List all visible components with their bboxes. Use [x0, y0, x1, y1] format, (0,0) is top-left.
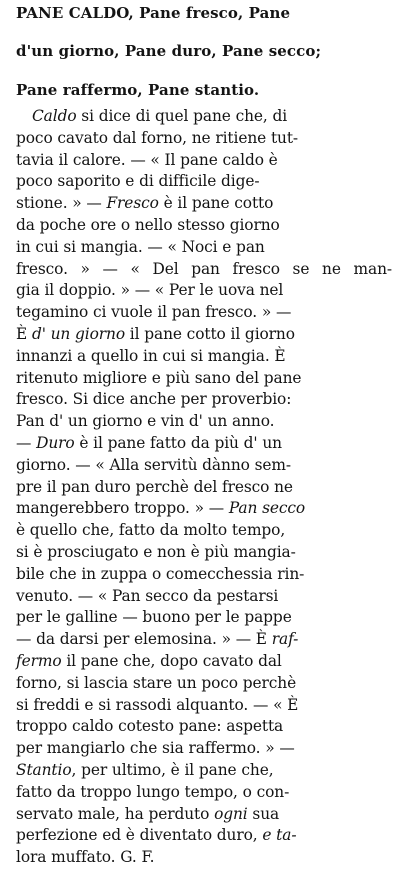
- entry-body: [16, 106, 392, 869]
- body-line: — da darsi per elemosina. » — È raf-: [16, 630, 299, 649]
- body-line: — Duro è il pane fatto da più d' un: [16, 433, 282, 452]
- entry-heading: [16, 4, 392, 100]
- heading-line-1: PANE CALDO, Pane fresco, Pane: [16, 4, 291, 22]
- body-line: per le galline — buono per le pappe: [16, 608, 292, 627]
- body-line: tegamino ci vuole il pan fresco. » —: [16, 303, 292, 322]
- body-line: tavia il calore. — « Il pane caldo è: [16, 150, 278, 169]
- body-line: innanzi a quello in cui si mangia. È: [16, 346, 286, 365]
- body-line: giorno. — « Alla servitù dànno sem-: [16, 455, 291, 474]
- body-line: ritenuto migliore e più sano del pane: [16, 368, 302, 387]
- body-line: fresco. Si dice anche per proverbio:: [16, 390, 292, 409]
- body-line: pre il pan duro perchè del fresco ne: [16, 477, 293, 496]
- heading-line-3: Pane raffermo, Pane stantio.: [16, 80, 260, 99]
- body-line: lora muffato. G. F.: [16, 848, 155, 867]
- body-line: troppo caldo cotesto pane: aspetta: [16, 717, 284, 736]
- body-line: per mangiarlo che sia raffermo. » —: [16, 739, 295, 758]
- body-line: perfezione ed è diventato duro, e ta-: [16, 826, 297, 845]
- heading-line-2: d'un giorno, Pane duro, Pane secco;: [16, 42, 322, 61]
- body-line: Stantio, per ultimo, è il pane che,: [16, 760, 274, 779]
- body-line: si è prosciugato e non è più mangia-: [16, 542, 296, 561]
- body-line: fermo il pane che, dopo cavato dal: [16, 651, 282, 670]
- body-line: gia il doppio. » — « Per le uova nel: [16, 281, 284, 300]
- body-line: fresco. » — « Del pan fresco se ne man-: [16, 259, 393, 278]
- body-line: poco saporito e di difficile dige-: [16, 172, 260, 191]
- body-line: fatto da troppo lungo tempo, o con-: [16, 782, 290, 801]
- body-line: mangerebbero troppo. » — Pan secco: [16, 499, 306, 518]
- body-line: è quello che, fatto da molto tempo,: [16, 521, 286, 540]
- body-line: servato male, ha perduto ogni sua: [16, 804, 280, 823]
- body-line: in cui si mangia. — « Noci e pan: [16, 237, 265, 256]
- body-line: venuto. — « Pan secco da pestarsi: [16, 586, 279, 605]
- body-line: Pan d' un giorno e vin d' un anno.: [16, 412, 275, 431]
- body-line: bile che in zuppa o comecchessia rin-: [16, 564, 305, 583]
- body-line: da poche ore o nello stesso giorno: [16, 216, 280, 234]
- body-line: poco cavato dal forno, ne ritiene tut-: [16, 128, 299, 147]
- body-line: Caldo si dice di quel pane che, di: [32, 107, 288, 126]
- body-line: È d' un giorno il pane cotto il giorno: [16, 324, 295, 343]
- body-line: si freddi e si rassodi alquanto. — « È: [16, 695, 299, 714]
- body-line: forno, si lascia stare un poco perchè: [16, 673, 297, 692]
- body-line: stione. » — Fresco è il pane cotto: [16, 194, 274, 213]
